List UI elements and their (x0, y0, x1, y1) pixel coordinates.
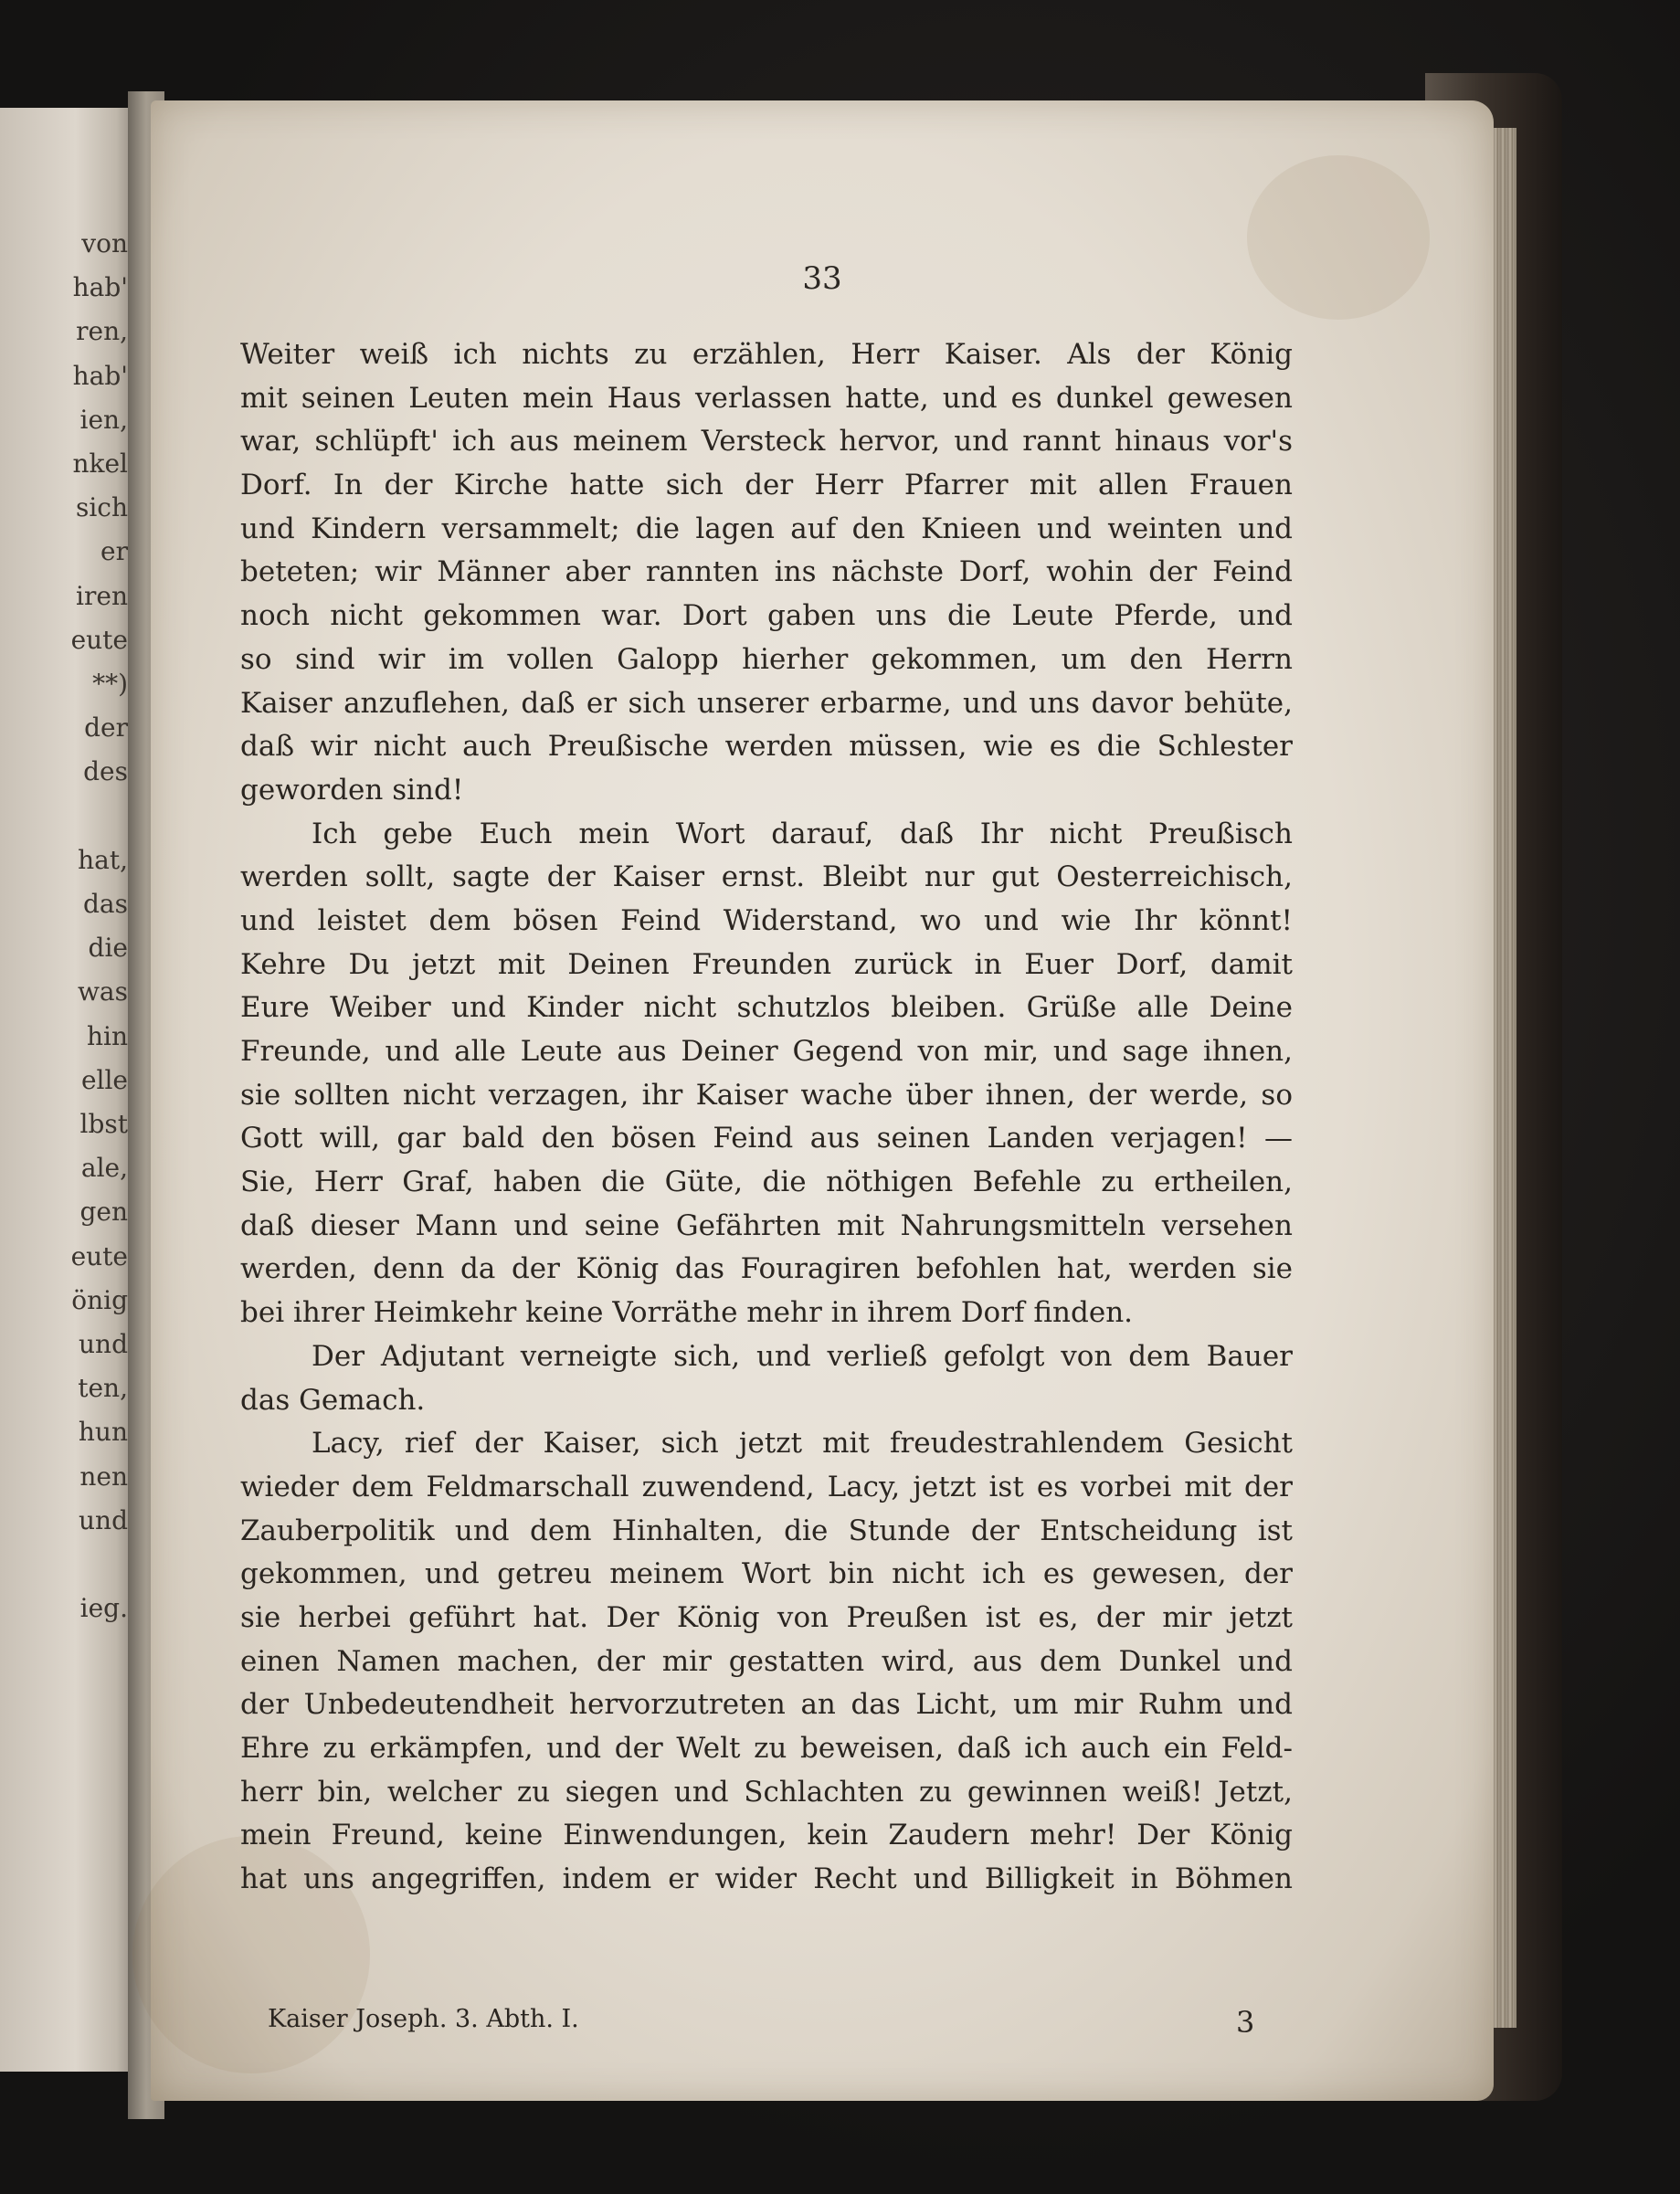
left-page-fragment: er (100, 536, 128, 567)
text-line: bei ihrer Heimkehr keine Vorräthe mehr in ihrem Dorf finden. (240, 1296, 1134, 1330)
left-page-fragment: hun (78, 1417, 128, 1448)
left-page-fragment: ten, (78, 1373, 128, 1404)
left-page-fragment: **) (92, 669, 128, 699)
text-line: werden, denn da der König das Fouragiren befohlen hat, werden sie (240, 1252, 1293, 1286)
text-line: Lacy, rief der Kaiser, sich jetzt mit freudestrahlendem Gesicht (312, 1427, 1293, 1461)
left-page-fragment: von (81, 228, 128, 258)
left-page-fragment: der (84, 712, 128, 744)
text-line: sie herbei geführt hat. Der König von Preußen ist es, der mir jetzt (240, 1600, 1293, 1634)
text-line: geworden sind! (240, 773, 464, 807)
text-line: und leistet dem bösen Feind Widerstand, wo und wie Ihr könnt! (240, 903, 1293, 937)
text-line: Freunde, und alle Leute aus Deiner Gegend von mir, und sage ihnen, (240, 1035, 1293, 1068)
text-line: das Gemach. (240, 1383, 426, 1417)
text-line: wieder dem Feldmarschall zuwendend, Lacy, jetzt ist es vorbei mit der (240, 1470, 1293, 1503)
text-line: Dorf. In der Kirche hatte sich der Herr Pfarrer mit allen Frauen (240, 469, 1293, 502)
text-line: mein Freund, keine Einwendungen, kein Zaudern mehr! Der König (240, 1819, 1293, 1852)
left-page-fragment: önig (71, 1284, 128, 1315)
left-page-fragment: hat, (78, 844, 128, 875)
left-page-fragment: hin (86, 1020, 128, 1051)
text-line: der Unbedeutendheit hervorzutreten an das Licht, um mir Ruhm und (240, 1688, 1293, 1722)
left-page-fragment: nkel (72, 448, 128, 479)
left-page-fragment: sich (75, 492, 128, 523)
text-line: gekommen, und getreu meinem Wort bin nicht ich es gewesen, der (240, 1557, 1293, 1591)
text-line: daß wir nicht auch Preußische werden müssen, wie es die Schlester (240, 730, 1293, 764)
left-page-fragment: die (88, 933, 128, 964)
footer-sheet-number: 3 (1236, 2005, 1255, 2040)
left-page-fragment: was (77, 976, 128, 1007)
text-line: sie sollten nicht verzagen, ihr Kaiser wache über ihnen, der werde, so (240, 1078, 1293, 1112)
text-line: Zauberpolitik und dem Hinhalten, die Stunde der Entscheidung ist (240, 1514, 1293, 1547)
left-page-fragment: eute (70, 1240, 128, 1271)
text-line: Ich gebe Euch mein Wort darauf, daß Ihr nicht Preußisch (312, 817, 1293, 850)
left-page-fragment: iren (76, 580, 128, 611)
left-page-fragment: und (79, 1504, 128, 1535)
left-page-fragment: elle (80, 1064, 128, 1095)
left-page-fragment: ien, (79, 404, 128, 435)
left-page-fragment: ale, (80, 1153, 128, 1184)
text-line: hat uns angegriffen, indem er wider Recht und Billigkeit in Böhmen (240, 1862, 1293, 1896)
text-line: Sie, Herr Graf, haben die Güte, die nöthigen Befehle zu ertheilen, (240, 1166, 1293, 1199)
text-line: daß dieser Mann und seine Gefährten mit Nahrungsmitteln versehen (240, 1208, 1293, 1242)
text-line: einen Namen machen, der mir gestatten wird, aus dem Dunkel und (240, 1644, 1293, 1678)
left-page-fragment: ieg. (79, 1593, 128, 1624)
left-page-fragment: des (83, 756, 128, 787)
left-page-fragment: hab' (72, 360, 128, 391)
left-page-fragment: hab' (72, 272, 128, 303)
text-line: werden sollt, sagte der Kaiser ernst. Bleibt nur gut Oesterreichisch, (240, 860, 1293, 894)
text-line: Der Adjutant verneigte sich, und verließ gefolgt von dem Bauer (312, 1339, 1293, 1373)
text-line: herr bin, welcher zu siegen und Schlachten zu gewinnen weiß! Jetzt, (240, 1775, 1293, 1809)
page-number: 33 (802, 260, 842, 297)
page-body-text (240, 333, 1293, 1902)
left-page-fragment: ren, (76, 316, 128, 347)
text-line: und Kindern versammelt; die lagen auf den Knieen und weinten und (240, 512, 1293, 545)
left-page-fragment: und (79, 1329, 128, 1359)
text-line: Ehre zu erkämpfen, und der Welt zu beweisen, daß ich auch ein Feld- (240, 1732, 1293, 1765)
left-page-fragment: nen (79, 1461, 128, 1492)
left-facing-page (0, 108, 137, 2072)
text-line: Gott will, gar bald den bösen Feind aus seinen Landen verjagen! — (240, 1122, 1293, 1155)
text-line: beteten; wir Männer aber rannten ins nächste Dorf, wohin der Feind (240, 555, 1293, 589)
left-page-fragment: das (83, 889, 128, 919)
text-line: noch nicht gekommen war. Dort gaben uns die Leute Pferde, und (240, 599, 1293, 633)
left-page-fragment: lbst (79, 1109, 128, 1139)
left-page-fragment: eute (70, 624, 128, 655)
text-line: Kaiser anzuflehen, daß er sich unserer erbarme, und uns davor behüte, (240, 686, 1293, 720)
left-page-fragment: gen (79, 1197, 128, 1228)
text-line: Weiter weiß ich nichts zu erzählen, Herr Kaiser. Als der König (240, 338, 1293, 371)
text-line: war, schlüpft' ich aus meinem Versteck hervor, und rannt hinaus vor's (240, 425, 1293, 459)
text-line: Kehre Du jetzt mit Deinen Freunden zurück in Euer Dorf, damit (240, 947, 1293, 981)
text-line: Eure Weiber und Kinder nicht schutzlos bleiben. Grüße alle Deine (240, 991, 1293, 1025)
footer-signature: Kaiser Joseph. 3. Abth. I. (268, 2005, 579, 2033)
text-line: mit seinen Leuten mein Haus verlassen hatte, und es dunkel gewesen (240, 381, 1293, 415)
book-page (151, 100, 1494, 2101)
text-line: so sind wir im vollen Galopp hierher gekommen, um den Herrn (240, 642, 1293, 676)
